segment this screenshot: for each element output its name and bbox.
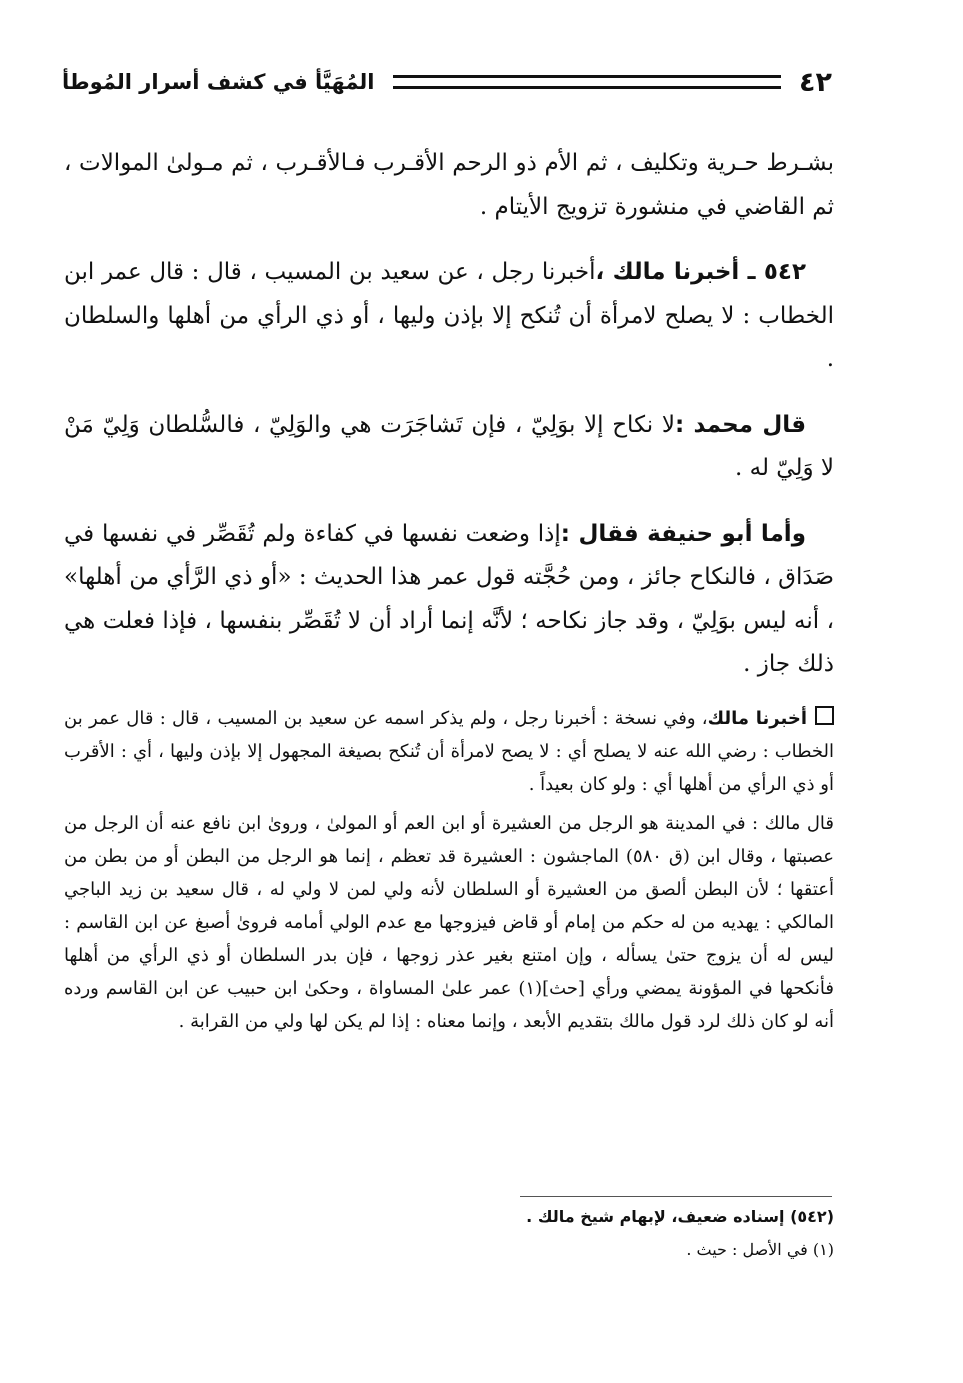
commentary-paragraph [64,702,834,801]
abu-hanifa-text: إذا وضعت نفسها في كفاءة ولم تُقَصِّر في نفسها في صَدَاق ، فالنكاح جائز ، ومن حُجَّته قول عمر هذا الحديث : «أو ذي الرَّأي من أهلها» ، أنه ليس بوَلِيّ ، وقد جاز نكاحه ؛ لأنَّه إنما أراد أن لا تُقَصِّر بنفسها ، فإذا فعلت هي ذلك جاز . [64,520,834,677]
footnote: (٥٤٢) إسناده ضعيف، لإبهام شيخ مالك . [526,1207,834,1226]
commentary-paragraph [64,807,834,1038]
hadith-paragraph [64,251,834,382]
footnotes [64,1200,834,1266]
hadith-lead: ٥٤٢ ـ أخبرنا مالك ، [595,259,806,285]
paragraph [64,142,834,229]
muhammad-lead: قال محمد : [674,411,806,438]
page-number: ٤٢ [799,66,832,98]
page-header [62,62,832,102]
abu-hanifa-lead: وأما أبو حنيفة فقال : [560,520,806,547]
commentary-text: ، وفي نسخة : أخبرنا رجل ، ولم يذكر اسمه عن سعيد بن المسيب ، قال : قال عمر بن الخطاب : رضي الله عنه لا يصلح أي : لا يصح لامرأة أن تُنكح بصيغة المجهول إلا بإذن وليها ، أي : الأقرب أو ذي الرأي من أهلها أي : ولو كان بعيداً . [64,708,834,795]
footnote-divider [520,1196,832,1197]
paragraph-text: بشـرط حـرية وتكليف ، ثم الأم ذو الرحم الأقـرب فـالأقـرب ، ثم مـولىٰ الموالات ، ثم القاضي في منشورة تزويج الأيتام . [64,150,834,220]
main-text [64,142,834,709]
muhammad-paragraph [64,404,834,491]
commentary-lead: أخبرنا مالك [707,708,807,729]
hadith-text: أخبرنا رجل ، عن سعيد بن المسيب ، قال : قال عمر ابن الخطاب : لا يصلح لامرأة أن تُنكح إلا بإذن وليها ، أو ذي الرأي من أهلها والسلطان . [64,259,834,372]
header-rule [393,75,782,89]
abu-hanifa-paragraph [64,513,834,687]
running-title: المُهَيَّأ في كشف أسرار المُوطأ [62,70,375,94]
muhammad-text: لا نكاح إلا بوَلِيّ ، فإن تَشاجَرَت هي والوَلِيّ ، فالسُّلطان وَلِيّ مَنْ لا وَلِيّ له . [64,411,834,481]
square-marker-icon [815,706,834,725]
footnote: (١) في الأصل : حيث . [686,1240,834,1259]
commentary [64,702,834,1044]
commentary-text: قال مالك : في المدينة هو الرجل من العشيرة أو ابن العم أو المولىٰ ، وروىٰ ابن نافع عنه أن الرجل من عصبتها ، وقال ابن (ق ٥٨٠) الماجشون : العشيرة قد تعظم ، إنما هو الرجل من البطن أو من بطن من أعتقها ؛ لأن البطن ألصق من العشيرة أو السلطان لأنه ولي لمن لا ولي له ، قال سعيد بن زيد الباجي المالكي : يهديه من له حكم من إمام أو قاض فيزوجها مع عدم الولي أمامه فروىٰ أصبغ عن ابن القاسم : ليس له أن يزوج حتىٰ يسأله ، وإن امتنع بغير عذر زوجها ، فإن بدر السلطان أو ذي الرأي من أهلها فأنكحها في المؤونة يمضي ورأي [حث](١) عمر علىٰ المساواة ، وحكىٰ ابن حبيب عن ابن القاسم ورده أنه لو كان ذلك لرد قول مالك بتقديم الأبعد ، وإنما معناه : إذا لم يكن لها ولي من القرابة . [64,813,834,1032]
